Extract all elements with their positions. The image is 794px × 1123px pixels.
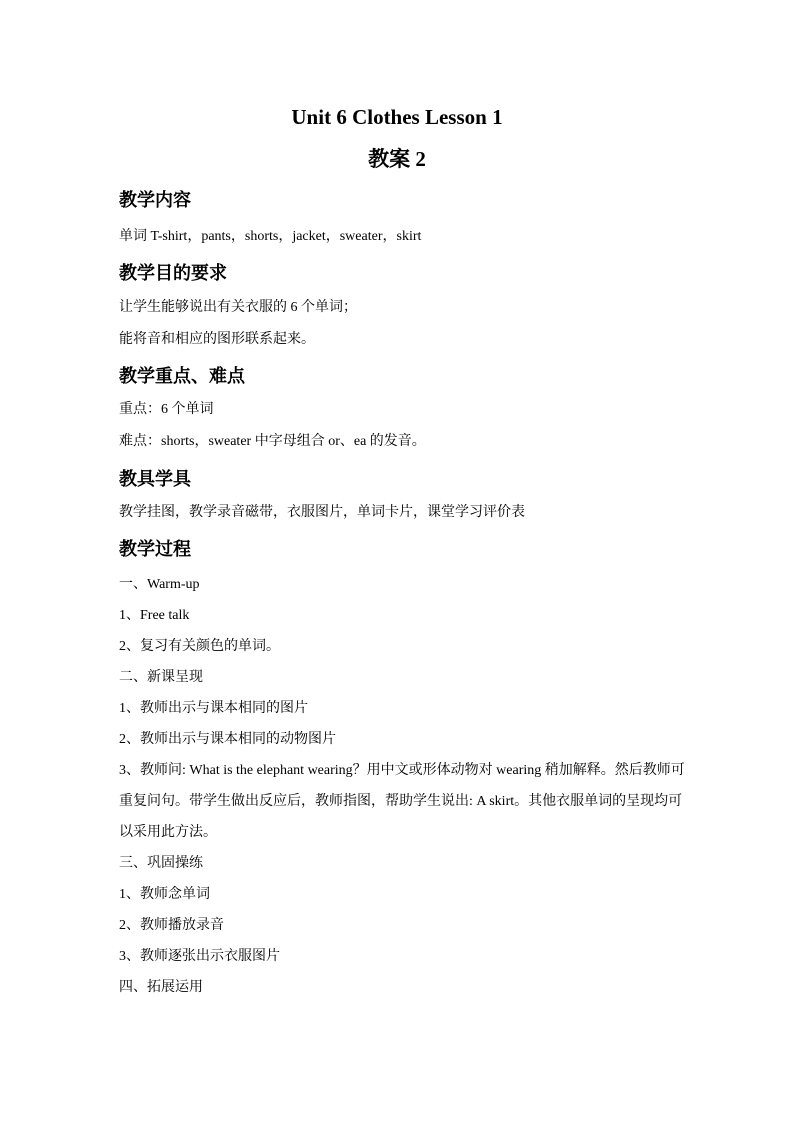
section-heading: 教学过程: [119, 539, 191, 559]
section-objectives: [119, 261, 694, 350]
section-heading: 教学重点、难点: [119, 366, 245, 386]
content-line: 单词 T-shirt，pants，shorts，jacket，sweater，skirt: [119, 229, 422, 244]
process-item: 1、教师念单词: [119, 887, 210, 902]
process-item: 二、新课呈现: [119, 670, 203, 685]
section-heading: 教具学具: [119, 469, 191, 489]
materials-line: 教学挂图，教学录音磁带，衣服图片，单词卡片，课堂学习评价表: [119, 505, 525, 520]
difficulty-line: 难点：shorts，sweater 中字母组合 or、ea 的发音。: [119, 434, 426, 449]
process-item: 四、拓展运用: [119, 980, 203, 995]
process-item: 1、教师出示与课本相同的图片: [119, 701, 308, 716]
section-heading: 教学目的要求: [119, 263, 227, 283]
document-body: [119, 188, 694, 1003]
process-item: 一、Warm-up: [119, 577, 200, 592]
process-item: 2、复习有关颜色的单词。: [119, 639, 280, 654]
process-item: 3、教师问: What is the elephant wearing？用中文或形体动物对 wearing 稍加解释。然后教师可重复问句。带学生做出反应后，教师指图，帮助学生说出: A skirt。其他衣服单词的呈现均可以采用此方法。: [119, 763, 685, 840]
process-item: 2、教师播放录音: [119, 918, 224, 933]
process-item: 1、Free talk: [119, 608, 190, 623]
document-title: Unit 6 Clothes Lesson 1: [291, 105, 503, 129]
section-content: [119, 188, 694, 247]
process-item: 3、教师逐张出示衣服图片: [119, 949, 280, 964]
section-materials: [119, 467, 694, 523]
process-list: [119, 569, 694, 1003]
section-heading: 教学内容: [119, 190, 191, 210]
objective-line: 让学生能够说出有关衣服的 6 个单词；: [119, 300, 357, 315]
process-item: 2、教师出示与课本相同的动物图片: [119, 732, 336, 747]
section-process: [119, 537, 694, 1003]
objective-line: 能将音和相应的图形联系起来。: [119, 332, 315, 347]
process-item: 三、巩固操练: [119, 856, 203, 871]
document-subtitle: 教案 2: [368, 147, 426, 171]
keypoint-line: 重点：6 个单词: [119, 402, 214, 417]
section-keypoints: [119, 364, 694, 452]
